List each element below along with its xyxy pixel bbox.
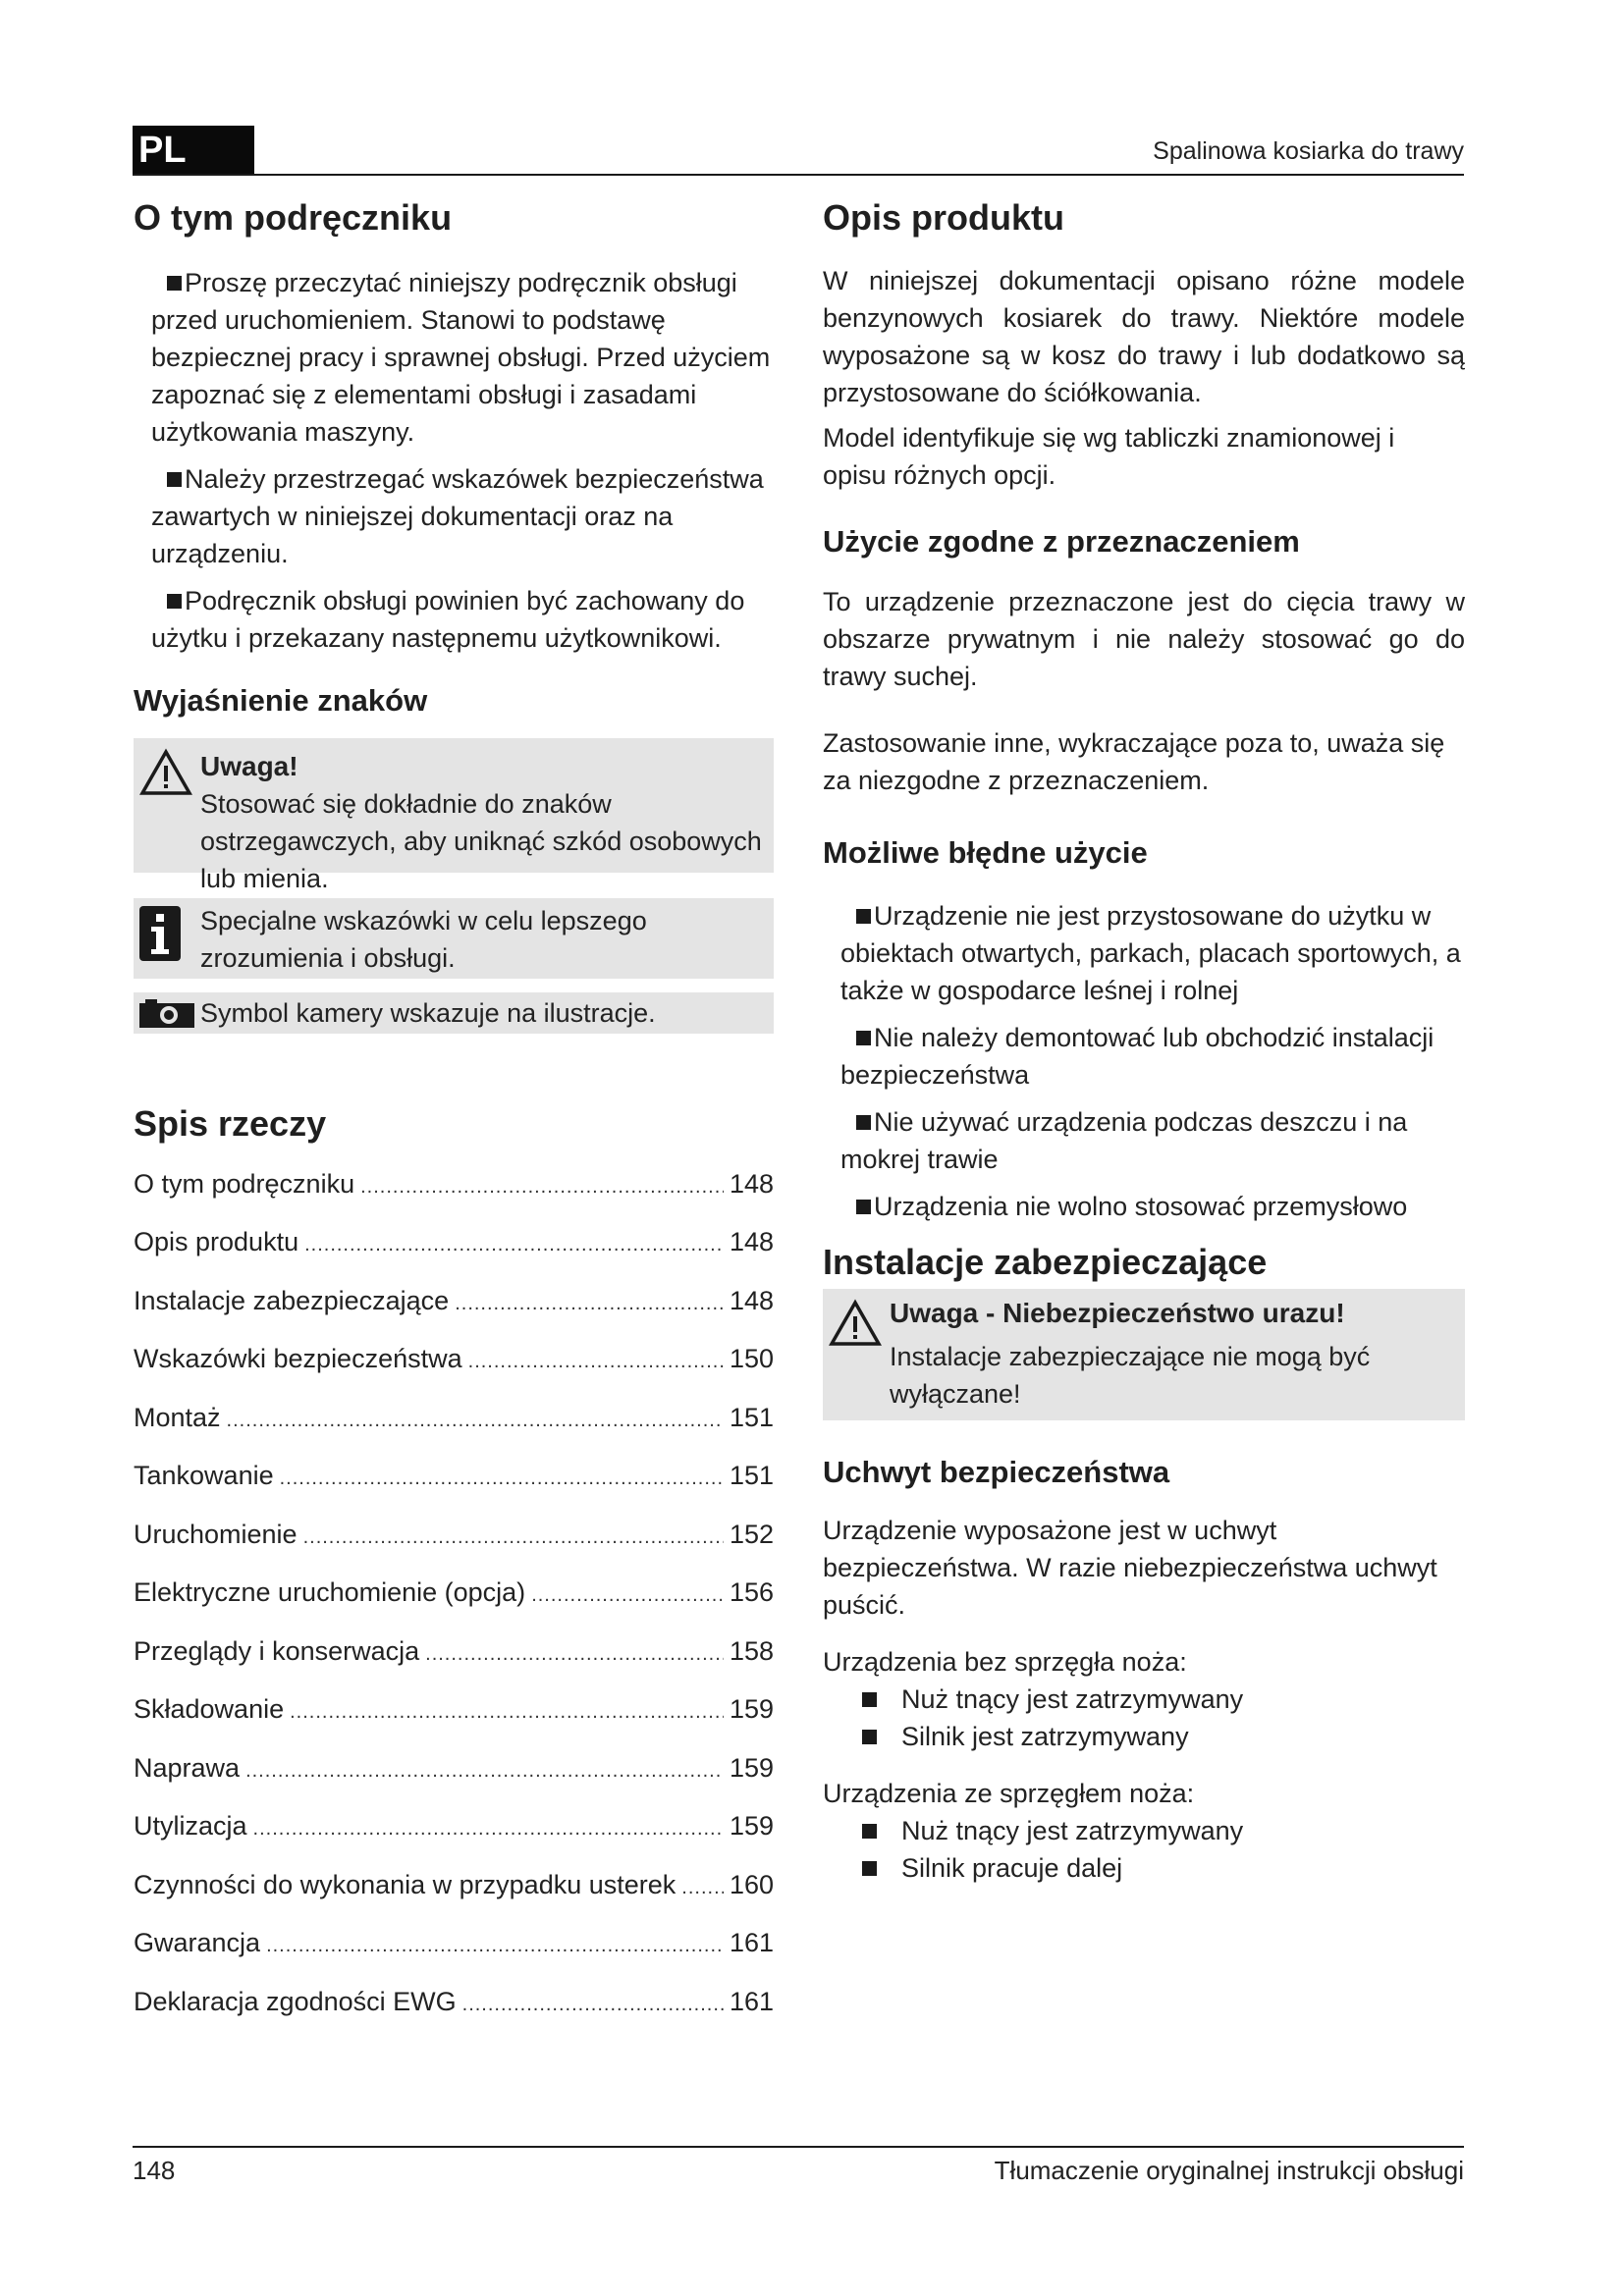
misuse-heading: Możliwe błędne użycie — [823, 835, 1148, 871]
about-manual-heading: O tym podręczniku — [134, 197, 453, 238]
toc-row[interactable]: Czynności do wykonania w przypadku usterek ..... 160 — [134, 1866, 774, 1925]
intended-use-paragraph-2: Zastosowanie inne, wykraczające poza to, uważa się za niezgodne z przeznaczeniem. — [823, 728, 1445, 796]
info-icon — [139, 906, 181, 966]
toc-row[interactable]: Naprawa ..... 159 — [134, 1749, 774, 1808]
toc-row[interactable]: Przeglądy i konserwacja ..... 158 — [134, 1632, 774, 1691]
left-column — [134, 192, 774, 2041]
intended-use-heading: Użycie zgodne z przeznaczeniem — [823, 524, 1300, 560]
list-item: Nuż tnący jest zatrzymywany — [862, 1681, 1465, 1718]
with-clutch-list — [823, 1812, 1465, 1887]
signs-heading: Wyjaśnienie znaków — [134, 683, 428, 719]
bullet-square-icon — [862, 1861, 877, 1876]
about-bullet-list — [134, 264, 774, 657]
safety-devices-heading: Instalacje zabezpieczające — [823, 1241, 1268, 1282]
list-item: Silnik pracuje dalej — [862, 1849, 1465, 1887]
warning-text: Stosować się dokładnie do znaków ostrzegawczych, aby uniknąć szkód osobowych lub mienia. — [200, 789, 762, 894]
bullet-square-icon — [856, 909, 871, 924]
toc-row[interactable]: Deklaracja zgodności EWG ..... 161 — [134, 1983, 774, 2042]
no-clutch-list — [823, 1681, 1465, 1755]
product-paragraph-2: Model identyfikuje się wg tabliczki znamionowej i opisu różnych opcji. — [823, 423, 1395, 491]
camera-icon — [139, 998, 194, 1033]
list-item: Nie używać urządzenia podczas deszczu i na mokrej trawie — [840, 1106, 1408, 1174]
list-item: Nie należy demontować lub obchodzić instalacji bezpieczeństwa — [840, 1022, 1435, 1090]
bullet-square-icon — [167, 276, 182, 291]
header-title: Spalinowa kosiarka do trawy — [1153, 137, 1464, 165]
list-item: Proszę przeczytać niniejszy podręcznik obsługi przed uruchomieniem. Stanowi to podstawę bezpiecznej pracy i sprawnej obsługi. Przed użyciem zapoznać się z elementami obsługi i zasadami użytkowania maszyny. — [151, 268, 771, 448]
info-notice — [134, 898, 774, 979]
right-column — [823, 192, 1465, 1887]
no-clutch-label: Urządzenia bez sprzęgła noża: — [823, 1646, 1187, 1677]
toc-row[interactable]: Utylizacja ..... 159 — [134, 1807, 774, 1866]
list-item: Silnik jest zatrzymywany — [862, 1718, 1465, 1755]
info-text: Specjalne wskazówki w celu lepszego zrozumienia i obsługi. — [200, 906, 647, 974]
safety-handle-paragraph: Urządzenie wyposażone jest w uchwyt bezpieczeństwa. W razie niebezpieczeństwa uchwyt puścić. — [823, 1515, 1437, 1620]
warning-triangle-icon — [829, 1299, 882, 1353]
footer-title: Tłumaczenie oryginalnej instrukcji obsługi — [994, 2156, 1464, 2185]
toc-row[interactable]: Elektryczne uruchomienie (opcja) ..... 156 — [134, 1574, 774, 1632]
bullet-square-icon — [856, 1031, 871, 1045]
toc-row[interactable]: Opis produktu ..... 148 — [134, 1223, 774, 1282]
camera-text: Symbol kamery wskazuje na ilustracje. — [200, 998, 656, 1029]
camera-notice — [134, 992, 774, 1034]
injury-warning-notice — [823, 1289, 1465, 1420]
list-item: Nuż tnący jest zatrzymywany — [862, 1812, 1465, 1849]
bullet-square-icon — [167, 594, 182, 609]
toc-row[interactable]: O tym podręczniku ..... 148 — [134, 1165, 774, 1224]
intended-use-paragraph-1: To urządzenie przeznaczone jest do cięcia trawy w obszarze prywatnym i nie należy stosować go do trawy suchej. — [823, 587, 1465, 692]
toc-row[interactable]: Składowanie ..... 159 — [134, 1690, 774, 1749]
toc-row[interactable]: Instalacje zabezpieczające ..... 148 — [134, 1282, 774, 1341]
warning-notice — [134, 738, 774, 894]
product-heading: Opis produktu — [823, 197, 1064, 238]
toc-row[interactable]: Uruchomienie ..... 152 — [134, 1516, 774, 1575]
bullet-square-icon — [167, 472, 182, 487]
with-clutch-label: Urządzenia ze sprzęgłem noża: — [823, 1778, 1195, 1808]
list-item: Urządzenia nie wolno stosować przemysłowo — [823, 1188, 1465, 1225]
safety-handle-heading: Uchwyt bezpieczeństwa — [823, 1454, 1170, 1489]
bullet-square-icon — [862, 1730, 877, 1744]
bullet-square-icon — [856, 1115, 871, 1130]
warning-triangle-icon — [139, 748, 192, 802]
bullet-square-icon — [862, 1824, 877, 1839]
list-item: Urządzenie nie jest przystosowane do użytku w obiektach otwartych, parkach, placach sportowych, a także w gospodarce leśnej i rolnej — [840, 900, 1461, 1005]
toc-row[interactable]: Tankowanie ..... 151 — [134, 1457, 774, 1516]
header-divider — [133, 174, 1464, 176]
warning-title: Uwaga! — [200, 751, 298, 782]
bullet-square-icon — [862, 1692, 877, 1707]
injury-warning-text: Instalacje zabezpieczające nie mogą być wyłączane! — [890, 1341, 1371, 1409]
page-number: 148 — [133, 2156, 176, 2185]
toc-heading: Spis rzeczy — [134, 1103, 327, 1145]
footer-divider — [133, 2146, 1464, 2148]
toc-row[interactable]: Gwarancja ..... 161 — [134, 1924, 774, 1983]
toc-list — [134, 1165, 774, 2042]
list-item: Podręcznik obsługi powinien być zachowany do użytku i przekazany następnemu użytkownikowi. — [151, 586, 745, 654]
injury-warning-title: Uwaga - Niebezpieczeństwo urazu! — [890, 1297, 1345, 1328]
product-paragraph-1: W niniejszej dokumentacji opisano różne modele benzynowych kosiarek do trawy. Niektóre modele wyposażone są w kosz do trawy i lub dodatkowo są przystosowane do ściółkowania. — [823, 266, 1465, 408]
list-item: Należy przestrzegać wskazówek bezpieczeństwa zawartych w niniejszej dokumentacji oraz na urządzeniu. — [151, 464, 764, 569]
bullet-square-icon — [856, 1200, 871, 1214]
language-badge: PL — [133, 126, 254, 175]
toc-row[interactable]: Wskazówki bezpieczeństwa ..... 150 — [134, 1340, 774, 1399]
toc-row[interactable]: Montaż ..... 151 — [134, 1399, 774, 1458]
misuse-bullet-list — [823, 897, 1465, 1225]
